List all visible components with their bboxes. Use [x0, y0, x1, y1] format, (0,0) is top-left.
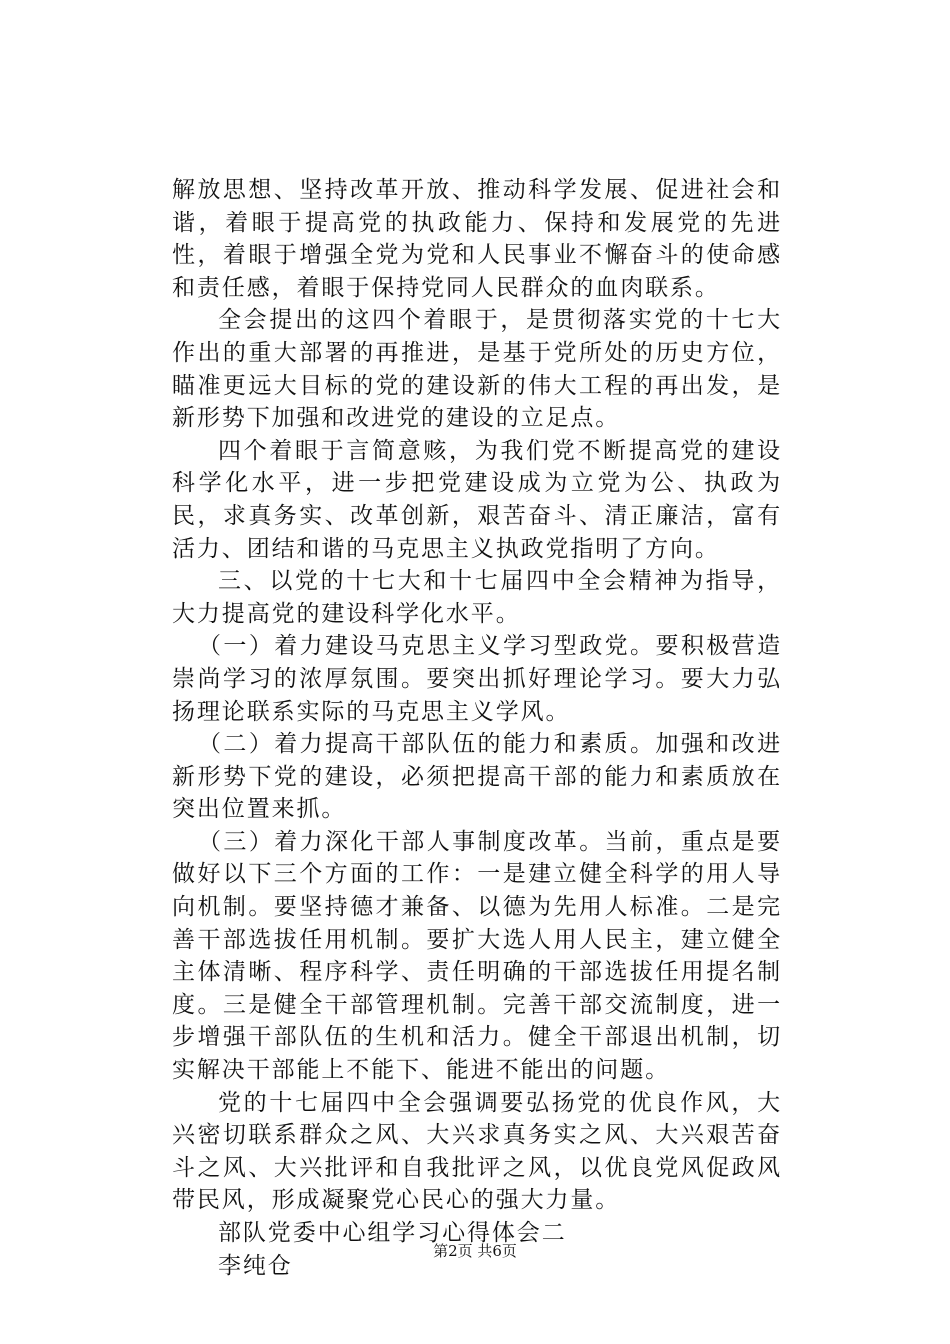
section-heading-3: 三、以党的十七大和十七届四中全会精神为指导，大力提高党的建设科学化水平。 — [172, 568, 782, 627]
document-body — [172, 174, 782, 1282]
paragraph-1: 解放思想、坚持改革开放、推动科学发展、促进社会和谐，着眼于提高党的执政能力、保持和发展党的先进性，着眼于增强全党为党和人民事业不懈奋斗的使命感和责任感，着眼于保持党同人民群众的血肉联系。 — [172, 177, 782, 301]
paragraph-conclusion: 党的十七届四中全会强调要弘扬党的优良作风，大兴密切联系群众之风、大兴求真务实之风、大兴艰苦奋斗之风、大兴批评和自我批评之风，以优良党风促政风带民风，形成凝聚党心民心的强大力量。 — [172, 1089, 782, 1214]
paragraph-item-2: （二）着力提高干部队伍的能力和素质。加强和改进新形势下党的建设，必须把提高干部的能力和素质放在突出位置来抓。 — [172, 731, 782, 823]
page-footer: 第2页 共6页 — [433, 1242, 517, 1260]
paragraph-item-3: （三）着力深化干部人事制度改革。当前，重点是要做好以下三个方面的工作：一是建立健全科学的用人导向机制。要坚持德才兼备、以德为先用人标准。二是完善干部选拔任用机制。要扩大选人用人民主，建立健全主体清晰、程序科学、责任明确的干部选拔任用提名制度。三是健全干部管理机制。完善干部交流制度，进一步增强干部队伍的生机和活力。健全干部退出机制，切实解决干部能上不能下、能进不能出的问题。 — [172, 828, 782, 1084]
author-name: 李纯仓 — [218, 1252, 293, 1279]
next-article-title: 部队党委中心组学习心得体会二 — [218, 1220, 567, 1246]
paragraph-item-1: （一）着力建设马克思主义学习型政党。要积极营造崇尚学习的浓厚氛围。要突出抓好理论学习。要大力弘扬理论联系实际的马克思主义学风。 — [172, 633, 782, 725]
paragraph-2: 全会提出的这四个着眼于，是贯彻落实党的十七大作出的重大部署的再推进，是基于党所处的历史方位，瞄准更远大目标的党的建设新的伟大工程的再出发，是新形势下加强和改进党的建设的立足点。 — [172, 307, 782, 432]
paragraph-3: 四个着眼于言简意赅，为我们党不断提高党的建设科学化水平，进一步把党建设成为立党为公、执政为民，求真务实、改革创新，艰苦奋斗、清正廉洁，富有活力、团结和谐的马克思主义执政党指明了方向。 — [172, 437, 782, 562]
